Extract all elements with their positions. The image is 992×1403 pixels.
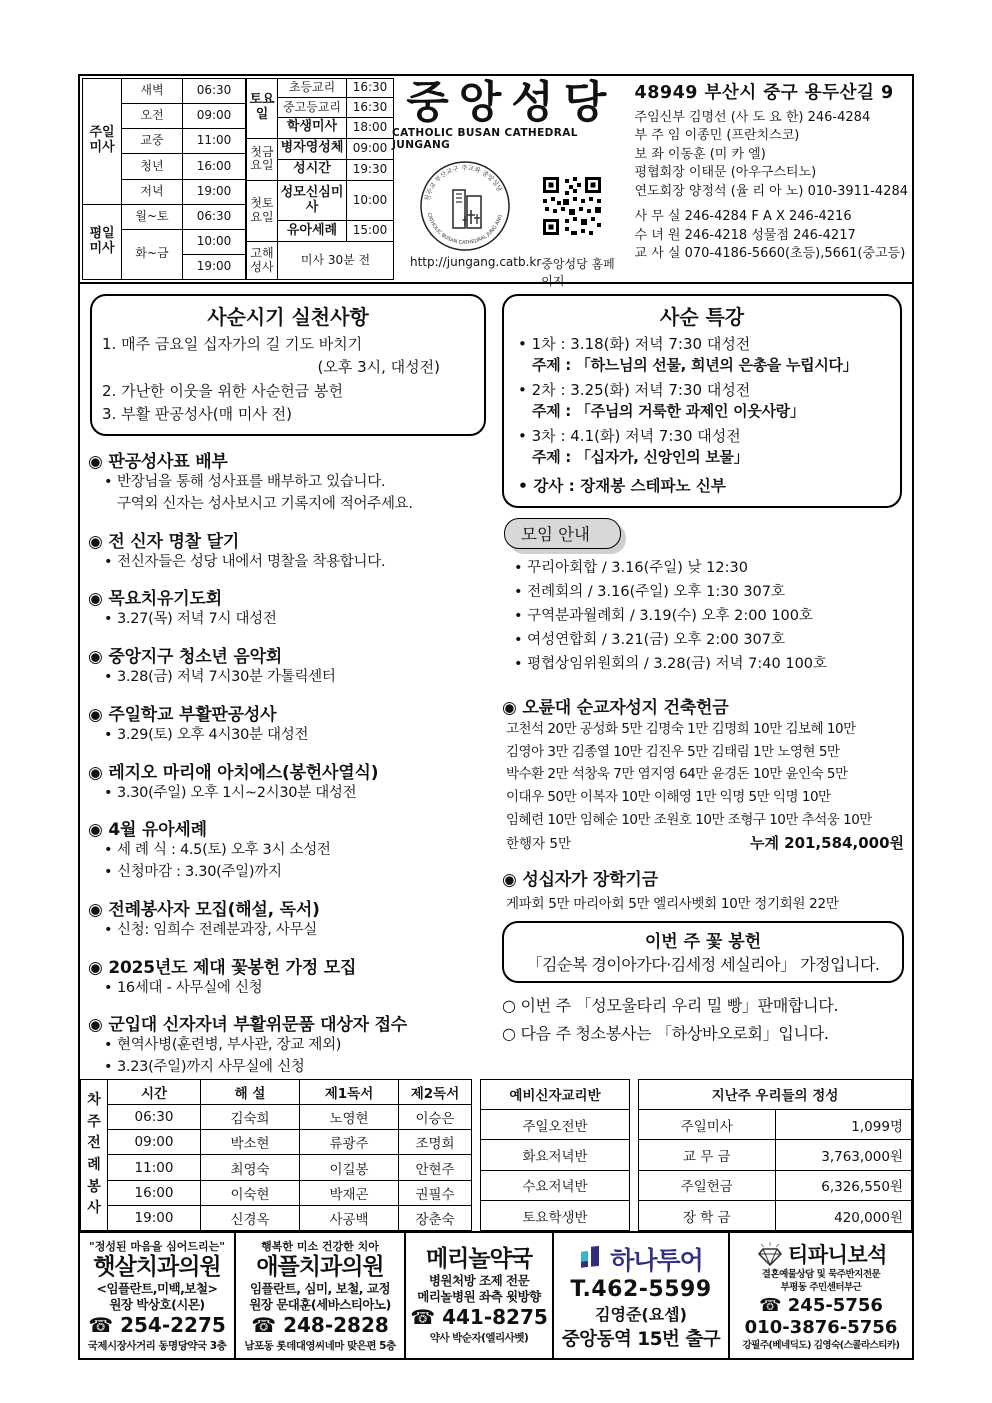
ad-line: 임플란트, 심미, 보철, 교정 bbox=[249, 1280, 391, 1296]
section-marker-icon: ◉ bbox=[502, 870, 517, 891]
notice-item bbox=[88, 584, 488, 631]
bullet-icon: • bbox=[514, 655, 523, 672]
fund-donor-line: 임혜련 10만 임혜순 10만 조원호 10만 조형구 10만 추석웅 10만 bbox=[506, 812, 872, 829]
fund-donor-line: 박수환 2만 석창욱 7만 염지영 64만 윤경돈 10만 윤인숙 5만 bbox=[506, 766, 848, 783]
notice-text: 3.30(주일) 오후 1시~2시30분 대성전 bbox=[117, 784, 357, 801]
mass-group-label: 첫토요일 bbox=[247, 180, 278, 242]
svg-text:천주교 부산교구 주교좌 중앙성당 bbox=[423, 164, 506, 202]
class-name: 토요학생반 bbox=[481, 1200, 630, 1230]
confession-label: 고해성사 bbox=[247, 242, 278, 280]
meeting-item: 여성연합회 / 3.21(금) 오후 2:00 307호 bbox=[527, 631, 786, 648]
cell-name: 사공백 bbox=[300, 1205, 399, 1230]
offering-label: 장 학 금 bbox=[639, 1200, 776, 1230]
mass-time-cell: 15:00 bbox=[347, 221, 394, 242]
seal-text-bottom: CATHOLIC BUSAN CATHEDRAL JUNG ANG bbox=[425, 212, 505, 247]
ad-footer: 강필주(베네딕도) 김영숙(스콜라스티카) bbox=[742, 1339, 900, 1351]
mass-name-cell: 월~토 bbox=[122, 204, 183, 229]
notice-item bbox=[88, 642, 488, 689]
liturgy-side-label: 차주전례봉사 bbox=[81, 1079, 108, 1230]
bullet-icon: • bbox=[104, 842, 113, 859]
notice-text: 구역외 신자는 성사보시고 기록지에 적어주세요. bbox=[117, 495, 413, 512]
ad-phone-number: 010-3876-5756 bbox=[744, 1317, 898, 1338]
lecture-session: 2차 : 3.25(화) 저녁 7:30 대성전 bbox=[531, 381, 751, 399]
table-row bbox=[81, 1130, 472, 1155]
bullet-icon: • bbox=[514, 607, 523, 624]
lecture-topic: 주제 : 「십자가, 신앙인의 보물」 bbox=[532, 448, 749, 466]
mass-group-label: 주일미사 bbox=[83, 79, 122, 205]
church-seal-logo bbox=[419, 160, 511, 252]
ad-phone-number: 245-5756 bbox=[787, 1294, 883, 1316]
lecturer-name: 강사 : 장재봉 스테파노 신부 bbox=[533, 477, 726, 495]
mass-name-cell: 성시간 bbox=[278, 159, 347, 180]
notice-text: 3.23(주일)까지 사무실에 신청 bbox=[117, 1059, 305, 1075]
practice-line: 2. 가난한 이웃을 위한 사순헌금 봉헌 bbox=[102, 381, 344, 400]
ad-footer: 남포동 롯데대영씨네마 맞은편 5층 bbox=[244, 1340, 396, 1353]
mass-name-cell: 중고등교리 bbox=[278, 98, 347, 117]
bullet-icon: • bbox=[104, 669, 113, 685]
ad-phone-number: 254-2275 bbox=[120, 1313, 226, 1338]
scholarship-title: 성십자가 장학기금 bbox=[522, 870, 658, 891]
section-marker-icon: ◉ bbox=[502, 697, 517, 718]
offering-value: 1,099명 bbox=[775, 1110, 912, 1140]
mass-name-cell: 교중 bbox=[122, 129, 183, 154]
qr-code bbox=[541, 175, 603, 237]
flower-title: 이번 주 꽃 봉헌 bbox=[644, 932, 762, 953]
ad-line: <임플란트,미백,보철> bbox=[96, 1280, 218, 1296]
ad-name: 하나투어 bbox=[610, 1245, 703, 1275]
cell-time: 16:00 bbox=[108, 1180, 201, 1205]
contact-line: 수 녀 원 246-4218 성물점 246-4217 bbox=[634, 227, 856, 243]
column-header: 시간 bbox=[108, 1079, 201, 1104]
offering-value: 420,000원 bbox=[775, 1200, 912, 1230]
notice-title: 판공성사표 배부 bbox=[108, 452, 228, 472]
ad-line: 결혼예물상담 및 묵주반지전문 bbox=[761, 1268, 881, 1280]
notice-title: 전 신자 명찰 달기 bbox=[108, 531, 240, 552]
notice-title: 2025년도 제대 꽃봉헌 가정 모집 bbox=[108, 957, 357, 978]
scholarship-line: 게파회 5만 마리아회 5만 엘리사벳회 10만 정기회원 22만 bbox=[506, 896, 839, 913]
cell-time: 06:30 bbox=[108, 1104, 201, 1129]
mass-group-label: 토요일 bbox=[247, 79, 278, 139]
mass-time-cell: 09:00 bbox=[347, 138, 394, 159]
mass-time-cell: 19:00 bbox=[183, 254, 246, 279]
ad-line: 부평동 주민센터부근 bbox=[780, 1281, 862, 1293]
notice-title: 주일학교 부활판공성사 bbox=[108, 704, 277, 725]
meeting-item: 평협상임위원회의 / 3.28(금) 저녁 7:40 100호 bbox=[527, 655, 828, 672]
section-marker-icon: ◉ bbox=[88, 589, 103, 610]
ad-footer: 약사 박순자(엘리사벳) bbox=[429, 1332, 529, 1345]
notice-title: 레지오 마리애 아치에스(봉헌사열식) bbox=[108, 762, 379, 783]
confession-value: 미사 30분 전 bbox=[278, 242, 394, 280]
lent-lecture-box bbox=[502, 294, 902, 508]
seal-text-top: 천주교 부산교구 주교좌 중앙성당 bbox=[423, 164, 504, 203]
hanatour-logo-icon bbox=[579, 1246, 605, 1272]
mass-time-cell: 19:30 bbox=[347, 159, 394, 180]
column-header: 제1독서 bbox=[300, 1079, 399, 1104]
mass-time-cell: 16:30 bbox=[347, 98, 394, 117]
cell-name: 장춘숙 bbox=[399, 1205, 472, 1230]
contact-line: 보 좌 이동훈 (미 카 엘) bbox=[634, 146, 766, 162]
table-row bbox=[81, 1180, 472, 1205]
section-marker-icon: ◉ bbox=[88, 1015, 103, 1036]
main-content bbox=[80, 284, 912, 1079]
lent-practice-title: 사순시기 실천사항 bbox=[207, 305, 369, 329]
circle-marker-icon: ○ bbox=[502, 1024, 516, 1044]
notice-text: 현역사병(훈련병, 부사관, 장교 제외) bbox=[117, 1037, 342, 1054]
ad-line: 메리놀병원 좌측 윗방향 bbox=[417, 1288, 541, 1304]
scholarship-section bbox=[502, 865, 904, 912]
meeting-item: 구역분과월례회 / 3.19(수) 오후 2:00 100호 bbox=[527, 607, 814, 624]
diamond-icon bbox=[755, 1241, 785, 1267]
lent-practice-box bbox=[90, 294, 486, 436]
church-brand bbox=[392, 76, 631, 289]
class-name: 수요저녁반 bbox=[481, 1170, 630, 1200]
fund-donor-tail: 한행자 5만 bbox=[506, 836, 572, 853]
mass-name-cell: 병자영성체 bbox=[278, 138, 347, 159]
section-marker-icon: ◉ bbox=[88, 647, 103, 667]
meeting-item: 전례회의 / 3.16(주일) 오후 1:30 307호 bbox=[527, 583, 786, 600]
notice-item bbox=[88, 953, 488, 1000]
section-marker-icon: ◉ bbox=[88, 704, 103, 725]
cell-name: 안현주 bbox=[399, 1155, 472, 1180]
contact-line: 부 주 임 이종민 (프란치스코) bbox=[634, 128, 800, 144]
mass-group-label: 평일미사 bbox=[83, 204, 122, 279]
cell-name: 최영숙 bbox=[201, 1155, 300, 1180]
church-title: 중앙성당 bbox=[406, 77, 617, 128]
ad-line: 중앙동역 15번 출구 bbox=[561, 1328, 721, 1350]
table-row bbox=[81, 1205, 472, 1230]
misc-announcements bbox=[502, 992, 904, 1048]
phone-icon: ☎ bbox=[759, 1294, 782, 1316]
notice-item bbox=[88, 1010, 488, 1079]
mass-name-cell: 새벽 bbox=[122, 79, 183, 104]
bullet-icon: • bbox=[514, 583, 523, 600]
offering-value: 6,326,550원 bbox=[775, 1170, 912, 1200]
bullet-icon: • bbox=[104, 1037, 113, 1054]
header-section bbox=[80, 76, 912, 289]
ad-phone-number: T.462-5599 bbox=[570, 1276, 712, 1302]
cell-name: 권필수 bbox=[399, 1180, 472, 1205]
fund-donor-line: 이대우 50만 이복자 10만 이해영 1만 익명 5만 익명 10만 bbox=[506, 789, 831, 806]
bullet-icon: • bbox=[518, 381, 527, 399]
catechism-class-table bbox=[480, 1079, 630, 1231]
bullet-icon: • bbox=[514, 631, 523, 648]
ad-phone-number: 248-2828 bbox=[283, 1313, 389, 1338]
lecture-session: 1차 : 3.18(화) 저녁 7:30 대성전 bbox=[531, 335, 751, 353]
notice-text: 신청마감 : 3.30(주일)까지 bbox=[117, 864, 282, 880]
notice-text: 신청: 임희수 전례분과장, 사무실 bbox=[117, 921, 318, 938]
cell-name: 이길봉 bbox=[300, 1155, 399, 1180]
mass-time-cell: 06:30 bbox=[183, 204, 246, 229]
phone-icon: ☎ bbox=[88, 1313, 114, 1338]
bullet-icon: • bbox=[518, 477, 528, 495]
table-header: 예비신자교리반 bbox=[481, 1079, 630, 1109]
table-row bbox=[81, 1104, 472, 1129]
meeting-item: 꾸리아회합 / 3.16(주일) 낮 12:30 bbox=[527, 560, 748, 576]
offering-label: 주일헌금 bbox=[639, 1170, 776, 1200]
cell-name: 류광주 bbox=[300, 1130, 399, 1155]
cell-time: 11:00 bbox=[108, 1155, 201, 1180]
cell-name: 박재곤 bbox=[300, 1180, 399, 1205]
ad-line: 원장 문대훈(세바스티아노) bbox=[249, 1296, 391, 1312]
meetings-pill: 모임 안내 bbox=[504, 518, 621, 549]
mass-schedule bbox=[80, 76, 392, 282]
liturgy-servers-table bbox=[80, 1079, 472, 1231]
right-column bbox=[494, 292, 904, 1079]
ad-name: 햇살치과의원 bbox=[93, 1254, 221, 1281]
mass-time-cell: 18:00 bbox=[347, 117, 394, 138]
lecture-topic: 주제 : 「주님의 거룩한 과제인 이웃사랑」 bbox=[532, 402, 805, 420]
table-header: 지난주 우리들의 정성 bbox=[639, 1079, 912, 1109]
left-column bbox=[88, 292, 494, 1079]
bottom-tables bbox=[80, 1079, 912, 1231]
contact-line: 연도회장 양정석 (율 리 아 노) 010-3911-4284 bbox=[634, 183, 908, 199]
ad-maryknoll-pharmacy bbox=[406, 1233, 554, 1358]
offering-value: 3,763,000원 bbox=[775, 1140, 912, 1170]
fund-donor-line: 김영아 3만 김종열 10만 김진우 5만 김태림 1만 노영현 5만 bbox=[506, 743, 840, 760]
phone-icon: ☎ bbox=[251, 1313, 277, 1338]
ad-footer: 국제시장사거리 동명당약국 3층 bbox=[87, 1340, 227, 1353]
bullet-icon: • bbox=[104, 784, 113, 801]
flower-offering-box bbox=[502, 921, 904, 983]
mass-name-cell: 화~금 bbox=[122, 229, 183, 279]
contact-line: 교 사 실 070-4186-5660(초등),5661(중고등) bbox=[634, 246, 906, 262]
section-marker-icon: ◉ bbox=[88, 531, 103, 552]
bullet-icon: • bbox=[518, 335, 527, 353]
offering-label: 주일미사 bbox=[639, 1110, 776, 1140]
lecture-session: 3차 : 4.1(화) 저녁 7:30 대성전 bbox=[531, 427, 741, 445]
mass-time-cell: 10:00 bbox=[347, 180, 394, 221]
fund-title: 오륜대 순교자성지 건축헌금 bbox=[522, 697, 729, 718]
notice-title: 중앙지구 청소년 음악회 bbox=[108, 647, 283, 667]
bullet-icon: • bbox=[514, 560, 523, 576]
bullet-icon: • bbox=[104, 979, 113, 996]
section-marker-icon: ◉ bbox=[88, 957, 103, 978]
offering-label: 교 무 금 bbox=[639, 1140, 776, 1170]
church-address: 48949 부산시 중구 용두산길 9 bbox=[634, 83, 894, 103]
notice-item bbox=[88, 758, 488, 805]
cell-name: 조명희 bbox=[399, 1130, 472, 1155]
section-marker-icon: ◉ bbox=[88, 820, 103, 841]
circle-marker-icon: ○ bbox=[502, 996, 516, 1016]
table-row bbox=[81, 1155, 472, 1180]
mass-time-cell: 19:00 bbox=[183, 179, 246, 204]
column-header: 해 설 bbox=[201, 1079, 300, 1104]
fund-donor-line: 고천석 20만 공성화 5만 김명숙 1만 김명희 10만 김보혜 10만 bbox=[506, 720, 856, 737]
class-name: 화요저녁반 bbox=[481, 1140, 630, 1170]
class-name: 주일오전반 bbox=[481, 1110, 630, 1140]
mass-name-cell: 학생미사 bbox=[278, 117, 347, 138]
mass-time-cell: 16:30 bbox=[347, 79, 394, 98]
mass-schedule-right-table bbox=[246, 78, 394, 280]
bullet-icon: • bbox=[104, 611, 113, 628]
ad-name: 티파니보석 bbox=[788, 1242, 887, 1267]
lent-lecture-title: 사순 특강 bbox=[659, 305, 745, 329]
bullet-icon: • bbox=[104, 474, 113, 490]
notice-text: 3.28(금) 저녁 7시30분 가톨릭센터 bbox=[117, 669, 336, 685]
qr-caption: 중앙성당 홈페이지 bbox=[541, 257, 615, 289]
lecture-topic: 주제 : 「하느님의 선물, 희년의 은총을 누립시다」 bbox=[532, 356, 858, 374]
cell-time: 09:00 bbox=[108, 1130, 201, 1155]
ad-name: 메리놀약국 bbox=[425, 1246, 533, 1273]
ad-tagline: "정성된 마음을 심어드리는" bbox=[88, 1240, 225, 1254]
mass-schedule-left-table bbox=[82, 78, 246, 280]
ad-name: 애플치과의원 bbox=[256, 1254, 384, 1281]
mass-time-cell: 09:00 bbox=[183, 104, 246, 129]
fund-total: 누계 201,584,000원 bbox=[749, 834, 904, 853]
notice-title: 4월 유아세례 bbox=[108, 820, 207, 841]
mass-time-cell: 10:00 bbox=[183, 229, 246, 254]
practice-line: (오후 3시, 대성전) bbox=[317, 358, 440, 377]
mass-name-cell: 초등교리 bbox=[278, 79, 347, 98]
advertisements bbox=[80, 1231, 912, 1358]
mass-name-cell: 유아세례 bbox=[278, 221, 347, 242]
column-header: 제2독서 bbox=[399, 1079, 472, 1104]
section-marker-icon: ◉ bbox=[88, 762, 103, 783]
notice-text: 3.29(토) 오후 4시30분 대성전 bbox=[117, 726, 309, 743]
notice-item bbox=[88, 527, 488, 574]
cell-name: 이승은 bbox=[399, 1104, 472, 1129]
section-marker-icon: ◉ bbox=[88, 452, 103, 472]
ad-tiffany-jewelry bbox=[730, 1233, 912, 1358]
cell-name: 노영현 bbox=[300, 1104, 399, 1129]
notice-title: 목요치유기도회 bbox=[108, 589, 222, 610]
practice-line: 3. 부활 판공성사(매 미사 전) bbox=[102, 404, 292, 423]
ad-haessal-dental bbox=[80, 1233, 236, 1358]
bullet-icon: • bbox=[104, 921, 113, 938]
notice-text: 반장님을 통해 성사표를 배부하고 있습니다. bbox=[117, 474, 386, 490]
cell-name: 김숙희 bbox=[201, 1104, 300, 1129]
notice-item bbox=[88, 815, 488, 884]
notice-text: 전신자들은 성당 내에서 명찰을 착용합니다. bbox=[117, 553, 386, 570]
notice-text: 세 례 식 : 4.5(토) 오후 3시 소성전 bbox=[117, 842, 331, 859]
church-subtitle: CATHOLIC BUSAN CATHEDRAL JUNGANG bbox=[392, 127, 578, 152]
notice-text: 3.27(목) 저녁 7시 대성전 bbox=[117, 611, 277, 628]
ad-apple-dental bbox=[236, 1233, 406, 1358]
bullet-icon: • bbox=[104, 553, 113, 570]
notice-item bbox=[88, 895, 488, 942]
ad-tagline: 행복한 미소 건강한 치아 bbox=[261, 1240, 379, 1254]
contact-line: 사 무 실 246-4284 F A X 246-4216 bbox=[634, 209, 852, 225]
ad-line: 병원처방 조제 전문 bbox=[428, 1272, 530, 1288]
announcement-text: 이번 주 「성모울타리 우리 밀 빵」판매합니다. bbox=[520, 996, 839, 1016]
mass-name-cell: 저녁 bbox=[122, 179, 183, 204]
cell-time: 19:00 bbox=[108, 1205, 201, 1230]
mass-name-cell: 오전 bbox=[122, 104, 183, 129]
ad-line: 원장 박상호(시몬) bbox=[109, 1296, 205, 1312]
flower-family: 「김순복 경이아가다·김세정 세실리아」 가정입니다. bbox=[526, 955, 880, 975]
building-fund-section bbox=[502, 693, 904, 854]
bullet-icon: • bbox=[518, 427, 527, 445]
phone-icon: ☎ bbox=[410, 1305, 436, 1330]
practice-line: 1. 매주 금요일 십자가의 길 기도 바치기 bbox=[102, 335, 363, 353]
contact-line: 주임신부 김명선 (사 도 요 한) 246-4284 bbox=[634, 109, 871, 125]
bullet-icon: • bbox=[104, 864, 113, 880]
cell-name: 박소현 bbox=[201, 1130, 300, 1155]
bullet-icon: • bbox=[104, 726, 113, 743]
notice-title: 전례봉사자 모집(해설, 독서) bbox=[108, 899, 320, 920]
bulletin-sheet bbox=[78, 74, 914, 1360]
notice-text: 16세대 - 사무실에 신청 bbox=[117, 979, 263, 996]
contact-line: 평협회장 이태문 (아우구스티노) bbox=[634, 165, 817, 181]
mass-time-cell: 06:30 bbox=[183, 79, 246, 104]
ad-hanatour bbox=[554, 1233, 730, 1358]
announcement-text: 다음 주 청소봉사는 「하상바오로회」입니다. bbox=[520, 1024, 829, 1044]
mass-group-label: 첫금요일 bbox=[247, 138, 278, 180]
ad-line: 김영준(요셉) bbox=[595, 1304, 687, 1324]
homepage-url: http://jungang.catb.kr bbox=[410, 255, 542, 270]
section-marker-icon: ◉ bbox=[88, 899, 103, 920]
mass-name-cell: 청년 bbox=[122, 154, 183, 179]
notice-title: 군입대 신자자녀 부활위문품 대상자 접수 bbox=[108, 1015, 408, 1036]
bullet-icon: • bbox=[104, 1059, 113, 1075]
offerings-table bbox=[638, 1079, 912, 1231]
mass-name-cell: 성모신심미사 bbox=[278, 180, 347, 221]
cell-name: 이숙현 bbox=[201, 1180, 300, 1205]
mass-time-cell: 11:00 bbox=[183, 129, 246, 154]
ad-phone-number: 441-8275 bbox=[442, 1305, 548, 1330]
cell-name: 신경옥 bbox=[201, 1205, 300, 1230]
notice-item bbox=[88, 700, 488, 747]
notice-item bbox=[88, 447, 488, 516]
contact-info bbox=[631, 76, 912, 282]
mass-time-cell: 16:00 bbox=[183, 154, 246, 179]
